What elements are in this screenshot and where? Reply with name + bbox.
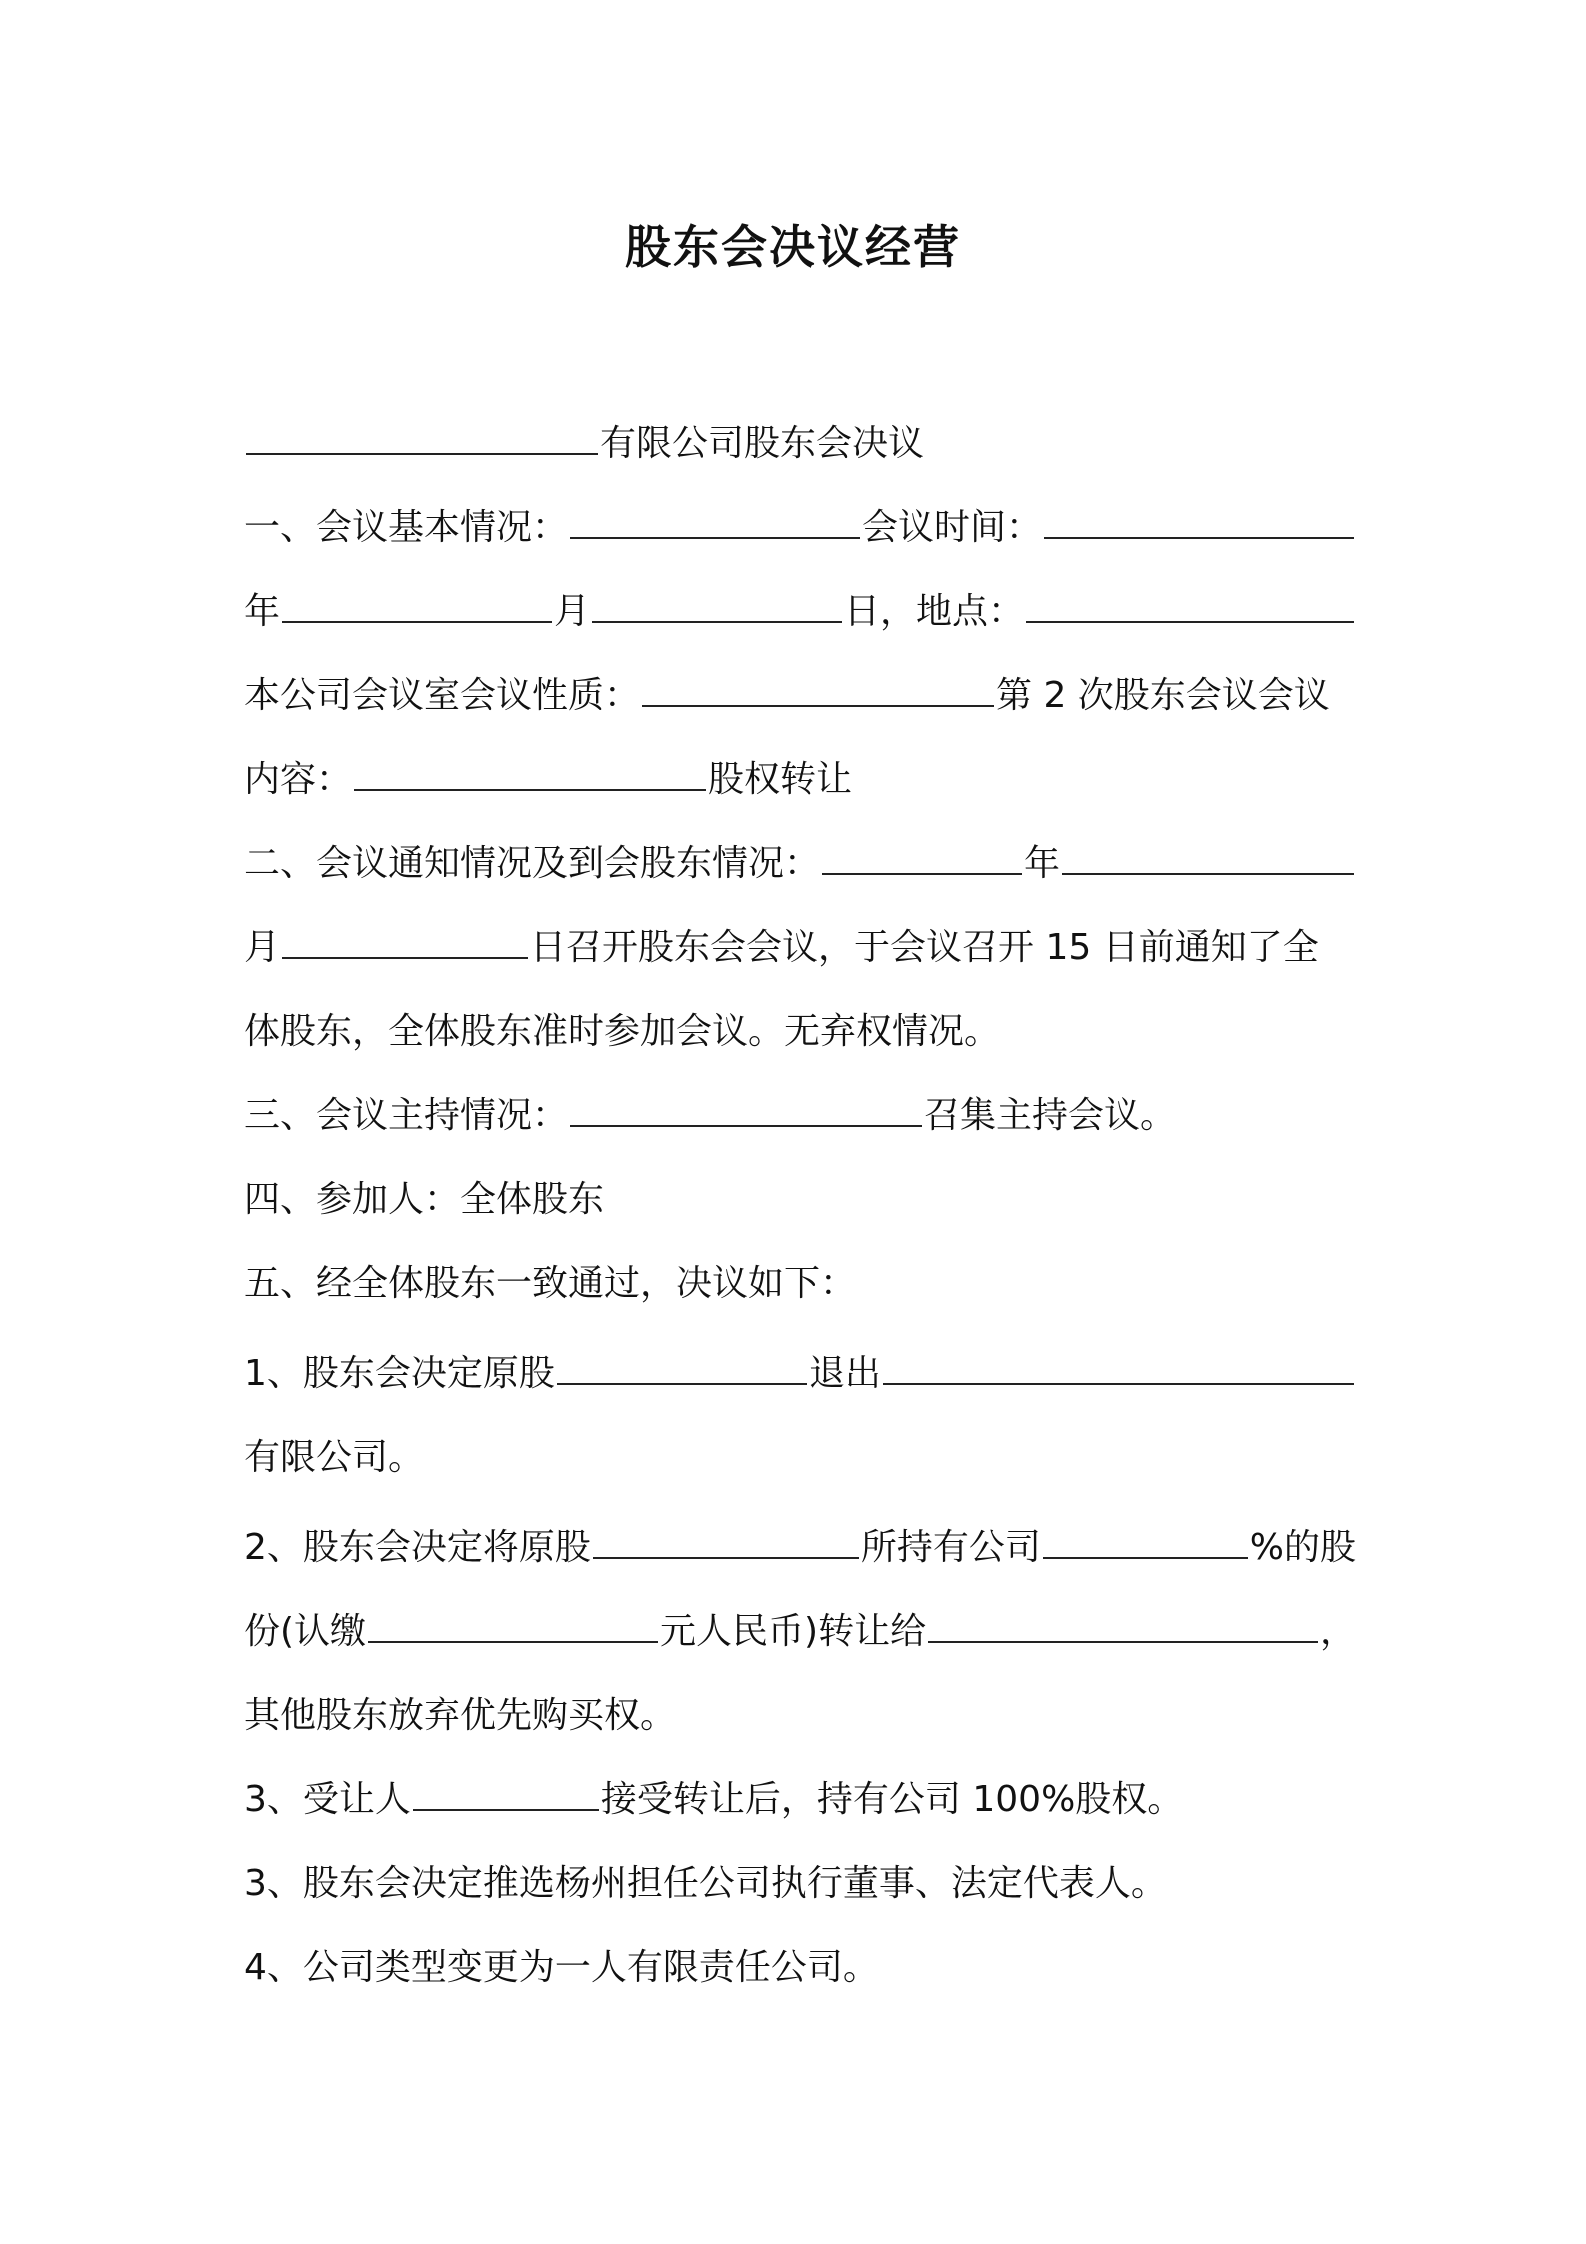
resolution-header-line [244, 402, 1356, 486]
host-label: 三、会议主持情况： [244, 1095, 569, 1136]
rmb-transfer-label: 元人民币)转让给 [660, 1611, 927, 1652]
year-blank [282, 583, 552, 623]
meeting-content-text: 股权转让 [708, 759, 853, 800]
held-label: 所持有公司 [860, 1527, 1041, 1568]
resolution-item-1-label: 1、股东会决定原股 [244, 1353, 555, 1394]
notice-day-blank [282, 919, 528, 959]
meeting-content-label: 内容： [244, 759, 353, 800]
meeting-nature-line [244, 654, 1356, 738]
meeting-content-blank [354, 751, 706, 791]
transferee-label: 3、受让人 [244, 1779, 411, 1820]
resolution-item-3b-line: 3、股东会决定推选杨州担任公司执行董事、法定代表人。 [244, 1863, 1167, 1904]
subscribed-amount-blank [368, 1603, 658, 1643]
transferee-blank [928, 1603, 1318, 1643]
withdraw-company-blank [883, 1345, 1354, 1385]
waiver-line: 其他股东放弃优先购买权。 [244, 1695, 677, 1736]
month-label: 月 [554, 591, 591, 632]
subscribed-label: 份(认缴 [244, 1611, 367, 1652]
notice-date-line [244, 906, 1356, 990]
meeting-content-line [244, 738, 1356, 822]
meeting-nature-text: 第 2 次股东会议会议 [996, 675, 1330, 716]
resolution-item-2-label: 2、股东会决定将原股 [244, 1527, 591, 1568]
document-body [244, 402, 1356, 2010]
comma-label: ， [1319, 1611, 1356, 1652]
meeting-basic-blank [570, 499, 860, 539]
document-title: 股东会决议经营 [625, 220, 961, 274]
resolution-item-3-line [244, 1758, 1356, 1842]
month-blank [592, 583, 842, 623]
meeting-nature-label: 本公司会议室会议性质： [244, 675, 641, 716]
notice-date-text: 日召开股东会会议，于会议召开 15 日前通知了全 [530, 927, 1319, 968]
resolution-item-1-cont: 有限公司。 [244, 1437, 425, 1478]
transferor-blank [593, 1519, 859, 1559]
meeting-time-blank [1044, 499, 1354, 539]
resolution-item-1-line [244, 1332, 1356, 1416]
notice-year-blank [822, 835, 1022, 875]
meeting-time-label: 会议时间： [862, 507, 1043, 548]
original-shareholder-blank [557, 1345, 807, 1385]
meeting-nature-blank [642, 667, 994, 707]
company-name-blank [246, 415, 598, 455]
meeting-basic-line [244, 486, 1356, 570]
notice-month-blank [1062, 835, 1354, 875]
transferee-text: 接受转让后，持有公司 100%股权。 [600, 1779, 1184, 1820]
resolution-item-2-cont [244, 1590, 1356, 1674]
attendance-line: 体股东，全体股东准时参加会议。无弃权情况。 [244, 1011, 1001, 1052]
resolution-intro-line: 五、经全体股东一致通过，决议如下： [244, 1263, 857, 1304]
location-blank [1026, 583, 1354, 623]
meeting-date-line [244, 570, 1356, 654]
host-line [244, 1074, 1356, 1158]
participants-line: 四、参加人：全体股东 [244, 1179, 605, 1220]
notice-month-label: 月 [244, 927, 281, 968]
percent-blank [1043, 1519, 1248, 1559]
year-label: 年 [244, 591, 281, 632]
percent-label: %的股 [1249, 1527, 1356, 1568]
resolution-item-4-line: 4、公司类型变更为一人有限责任公司。 [244, 1947, 879, 1988]
day-location-label: 日，地点： [844, 591, 1025, 632]
notice-label: 二、会议通知情况及到会股东情况： [244, 843, 821, 884]
notice-line [244, 822, 1356, 906]
notice-year-label: 年 [1024, 843, 1061, 884]
resolution-header-text: 有限公司股东会决议 [600, 423, 925, 464]
meeting-basic-label: 一、会议基本情况： [244, 507, 569, 548]
transferee-name-blank [413, 1771, 599, 1811]
host-blank [570, 1087, 922, 1127]
resolution-item-2-line [244, 1506, 1356, 1590]
host-text: 召集主持会议。 [924, 1095, 1177, 1136]
withdraw-label: 退出 [808, 1353, 881, 1394]
